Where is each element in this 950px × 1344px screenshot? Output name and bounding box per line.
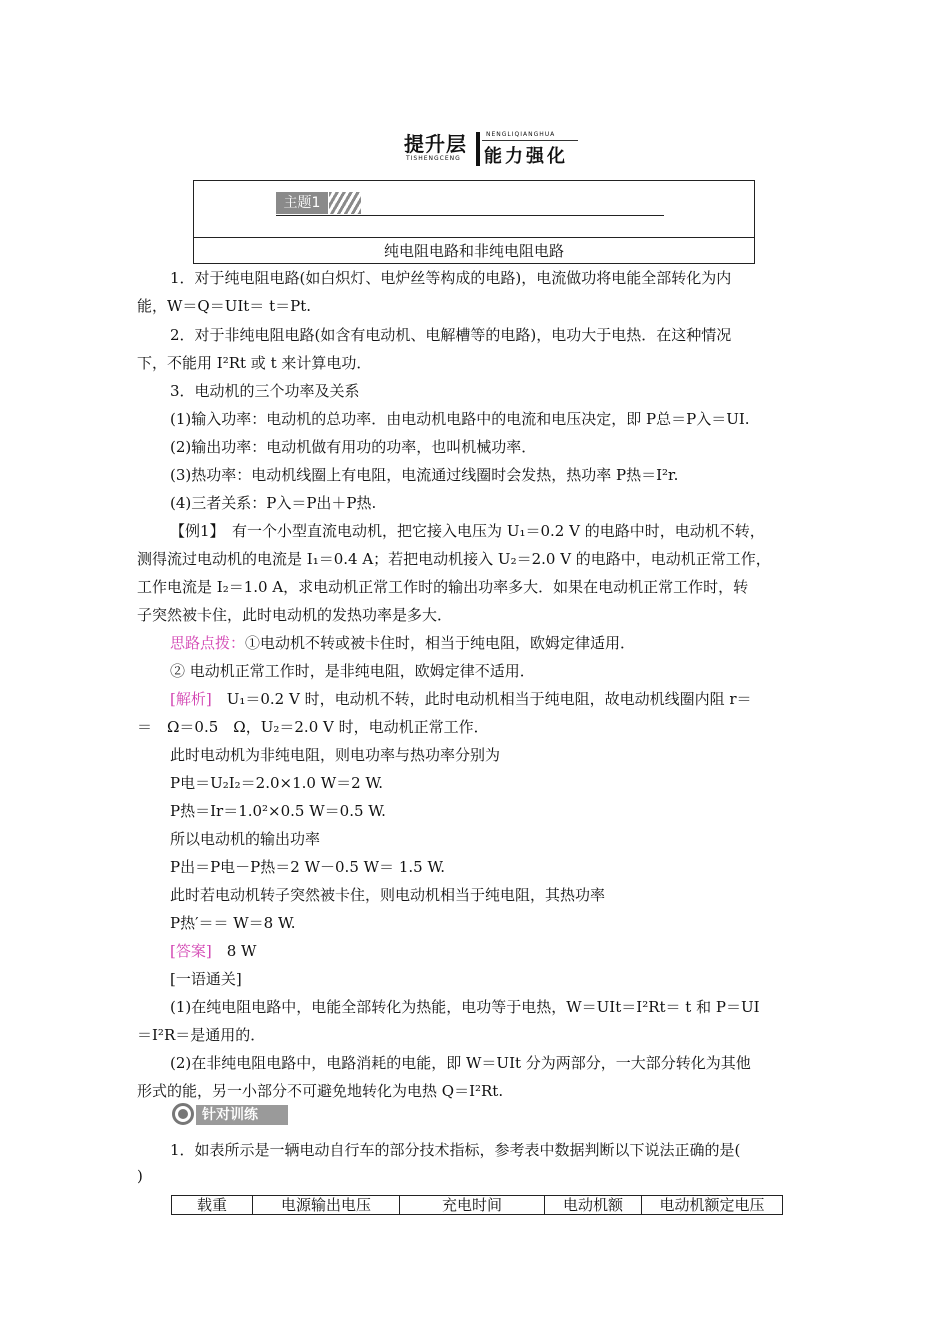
question-line: ): [137, 1167, 143, 1185]
training-badge-label: 针对训练: [196, 1105, 288, 1125]
answer-text: 8 W: [211, 942, 257, 960]
table-header-cell: 电动机额定电压: [642, 1196, 783, 1215]
section-header-subtitle-pinyin: NENGLIQIANGHUA: [486, 131, 556, 138]
example-line: 测得流过电动机的电流是 I₁＝0.4 A；若把电动机接入 U₂＝2.0 V 的电路中，电动机正常工作，: [137, 550, 771, 568]
paragraph-line: 下，不能用 I²Rt 或 t 来计算电功．: [137, 354, 372, 372]
example-line: 【例1】 有一个小型直流电动机，把它接入电压为 U₁＝0.2 V 的电路中时，电动机不转，: [170, 522, 765, 540]
topic-rule: [276, 215, 664, 216]
section-header: [404, 128, 584, 168]
table-header-cell: 充电时间: [400, 1196, 545, 1215]
hint-line: ② 电动机正常工作时，是非纯电阻，欧姆定律不适用．: [170, 662, 535, 680]
topic-box: [193, 180, 755, 264]
solution-line: 此时若电动机转子突然被卡住，则电动机相当于纯电阻，其热功率: [170, 886, 606, 904]
topic-tag-stripes: [329, 192, 361, 214]
solution-line: [170, 689, 752, 709]
solution-line: ＝ Ω＝0.5 Ω，U₂＝2.0 V 时，电动机正常工作．: [137, 718, 489, 736]
paragraph-line: (3)热功率：电动机线圈上有电阻，电流通过线圈时会发热，热功率 P热＝I²r.: [170, 466, 679, 484]
target-icon-center: [178, 1109, 188, 1119]
section-header-title: 提升层: [404, 132, 467, 156]
solution-label: [解析]: [170, 690, 212, 708]
hint-text: ①电动机不转或被卡住时，相当于纯电阻，欧姆定律适用．: [245, 634, 636, 652]
paragraph-line: 1．对于纯电阻电路(如白炽灯、电炉丝等构成的电路)，电流做功将电能全部转化为内: [170, 269, 732, 287]
solution-text: U₁＝0.2 V 时，电动机不转，此时电动机相当于纯电阻，故电动机线圈内阻 r＝: [211, 690, 752, 708]
question-line: 1．如表所示是一辆电动自行车的部分技术指标，参考表中数据判断以下说法正确的是(: [170, 1141, 741, 1159]
solution-line: 此时电动机为非纯电阻，则电功率与热功率分别为: [170, 746, 501, 764]
example-line: 工作电流是 I₂＝1.0 A，求电动机正常工作时的输出功率多大．如果在电动机正常工作时，转: [137, 578, 749, 596]
paragraph-line: (1)输入功率：电动机的总功率．由电动机电路中的电流和电压决定，即 P总＝P入＝UI.: [170, 410, 750, 428]
header-divider-bar: [476, 132, 480, 166]
hint-label: 思路点拨：: [170, 634, 246, 652]
header-rule: [482, 140, 578, 141]
summary-line: 形式的能，另一小部分不可避免地转化为电热 Q＝I²Rt.: [137, 1082, 504, 1100]
paragraph-line: (2)输出功率：电动机做有用功的功率，也叫机械功率．: [170, 438, 537, 456]
summary-line: ＝I²R＝是通用的．: [137, 1026, 266, 1044]
answer-label: [答案]: [170, 942, 212, 960]
summary-line: (1)在纯电阻电路中，电能全部转化为热能，电功等于电热，W＝UIt＝I²Rt＝ t 和 P＝UI: [170, 998, 760, 1016]
solution-line: P电＝U₂I₂＝2.0×1.0 W＝2 W.: [170, 774, 384, 792]
hint-line: [170, 633, 635, 653]
table-header-cell: 载重: [172, 1196, 253, 1215]
spec-table: [171, 1195, 783, 1215]
paragraph-line: (4)三者关系：P入＝P出＋P热.: [170, 494, 377, 512]
solution-line: P热′＝＝ W＝8 W.: [170, 914, 296, 932]
answer-line: [170, 941, 256, 961]
section-header-pinyin: TISHENGCENG: [406, 155, 461, 162]
solution-line: P出＝P电－P热＝2 W－0.5 W＝ 1.5 W.: [170, 858, 446, 876]
training-badge: [172, 1102, 288, 1128]
paragraph-line: 能，W＝Q＝UIt＝ t＝Pt.: [137, 297, 311, 315]
example-line: 子突然被卡住，此时电动机的发热功率是多大．: [137, 606, 453, 624]
solution-line: 所以电动机的输出功率: [170, 830, 321, 848]
table-header-row: [172, 1196, 783, 1215]
summary-line: (2)在非纯电阻电路中，电路消耗的电能，即 W＝UIt 分为两部分，一大部分转化为其他: [170, 1054, 751, 1072]
table-header-cell: 电动机额: [545, 1196, 642, 1215]
paragraph-line: 3．电动机的三个功率及关系: [170, 382, 360, 400]
paragraph-line: 2．对于非纯电阻电路(如含有电动机、电解槽等的电路)，电功大于电热．在这种情况: [170, 326, 732, 344]
solution-line: P热＝Ir＝1.0²×0.5 W＝0.5 W.: [170, 802, 386, 820]
topic-title: 纯电阻电路和非纯电阻电路: [383, 242, 564, 260]
table-header-cell: 电源输出电压: [253, 1196, 400, 1215]
section-header-subtitle: 能力强化: [484, 146, 568, 167]
topic-tag: 主题1: [276, 192, 328, 214]
summary-heading: [一语通关]: [170, 970, 242, 988]
